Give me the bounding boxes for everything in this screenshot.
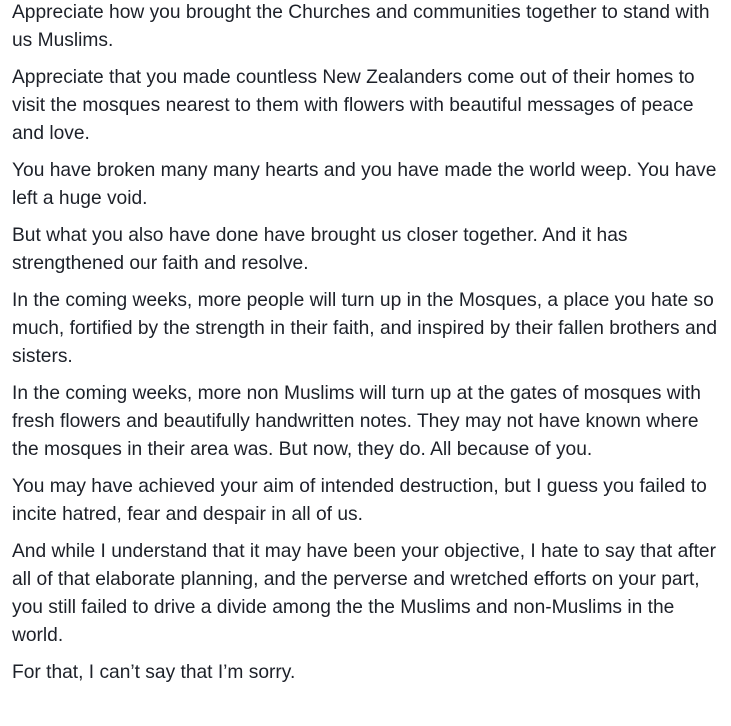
post-paragraph-1: Appreciate how you brought the Churches and communities together to stand with us Muslims. [12, 2, 710, 51]
post-paragraph-9: For that, I can’t say that I’m sorry. [12, 662, 296, 683]
post-paragraph-7: You may have achieved your aim of intended destruction, but I guess you failed to incite hatred, fear and despair in all of us. [12, 476, 707, 525]
post-paragraph-2: Appreciate that you made countless New Zealanders come out of their homes to visit the mosques nearest to them with flowers with beautiful messages of peace and love. [12, 67, 695, 144]
post-paragraph-6: In the coming weeks, more non Muslims will turn up at the gates of mosques with fresh flowers and beautifully handwritten notes. They may not have known where the mosques in their area was. But now, they do. All because of you. [12, 383, 701, 460]
post-paragraph-5: In the coming weeks, more people will turn up in the Mosques, a place you hate so much, fortified by the strength in their faith, and inspired by their fallen brothers and sisters. [12, 290, 718, 367]
post-paragraph-8: And while I understand that it may have been your objective, I hate to say that after all of that elaborate planning, and the perverse and wretched efforts on your part, you still failed to drive a divide among the the Muslims and non-Muslims in the world. [12, 541, 716, 646]
post-paragraph-4: But what you also have done have brought us closer together. And it has strengthened our faith and resolve. [12, 225, 628, 274]
post-paragraph-3: You have broken many many hearts and you have made the world weep. You have left a huge void. [12, 160, 717, 209]
